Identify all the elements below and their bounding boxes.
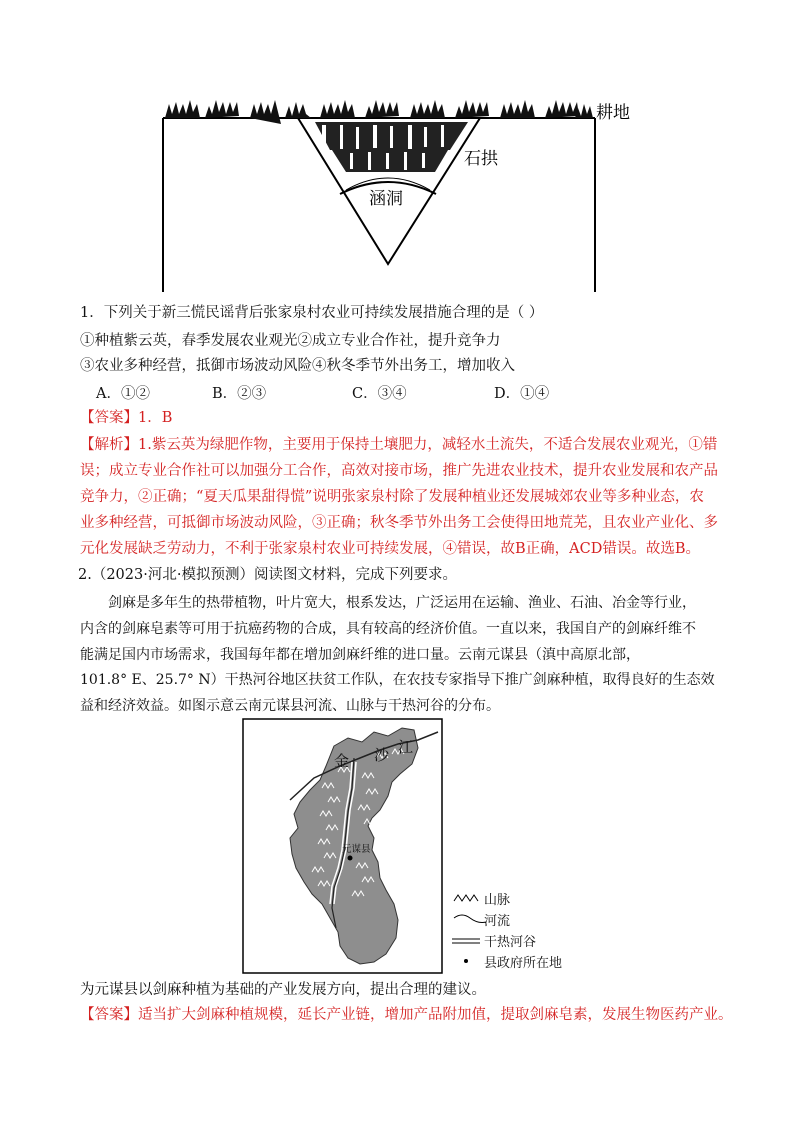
map-legend bbox=[452, 893, 562, 971]
legend-river-symbol bbox=[454, 915, 486, 923]
legend-seat-symbol bbox=[464, 959, 468, 963]
legend-mountain-label: 山脉 bbox=[484, 893, 511, 908]
answer-text: 适当扩大剑麻种植规模，延长产业链，增加产品附加值，提取剑麻皂素，发展生物医药产业。 bbox=[138, 1007, 733, 1023]
legend-mountain-symbol bbox=[454, 895, 478, 901]
q2-material-line1: 剑麻是多年生的热带植物，叶片宽大，根系发达，广泛运用在运输、渔业、石油、冶金等行业， bbox=[108, 595, 696, 611]
q1-stem: 1．下列关于新三慌民谣背后张家泉村农业可持续发展措施合理的是（ ） bbox=[80, 305, 544, 321]
analysis-text: 1.紫云英为绿肥作物，主要用于保持土壤肥力，减轻水土流失，不适合发展农业观光，①错 bbox=[138, 437, 718, 453]
option-letter: B． bbox=[212, 386, 238, 402]
q2-material-line3: 能满足国内市场需求，我国每年都在增加剑麻纤维的进口量。云南元谋县（滇中高原北部， bbox=[80, 647, 640, 663]
q2-prompt: 为元谋县以剑麻种植为基础的产业发展方向，提出合理的建议。 bbox=[80, 982, 486, 998]
option-value: ①② bbox=[120, 386, 150, 402]
q1-analysis-line2: 误；成立专业合作社可以加强分工合作，高效对接市场，推广先进农业技术，提升农业发展和农产品 bbox=[80, 463, 718, 479]
q2-material-line2: 内含的剑麻皂素等可用于抗癌药物的合成，具有较高的经济价值。一直以来，我国自产的剑麻纤维不 bbox=[80, 621, 696, 637]
q1-option-d[interactable] bbox=[494, 382, 549, 403]
label-culvert: 涵洞 bbox=[369, 189, 403, 209]
q2-material-line4: 101.8° E、25.7° N）干热河谷地区扶贫工作队，在农技专家指导下推广剑麻种植，取得良好的生态效 bbox=[80, 672, 715, 688]
answer-text: 1．B bbox=[138, 410, 173, 426]
county-seat-dot bbox=[348, 856, 353, 861]
q1-analysis-line3: 竞争力，②正确；“夏天瓜果甜得慌”说明张家泉村除了发展种植业还发展城郊农业等多种业态，农 bbox=[80, 489, 704, 505]
legend-river-label: 河流 bbox=[484, 914, 511, 929]
option-letter: C． bbox=[352, 386, 378, 402]
label-stone-arch: 石拱 bbox=[464, 149, 498, 169]
q2-header: 2.（2023·河北·模拟预测）阅读图文材料，完成下列要求。 bbox=[78, 567, 457, 583]
q1-items-line2: ③农业多种经营，抵御市场波动风险④秋冬季节外出务工，增加收入 bbox=[80, 358, 515, 374]
option-letter: D． bbox=[494, 386, 521, 402]
q1-analysis-line4: 业多种经营，可抵御市场波动风险，③正确；秋冬季节外出务工会使得田地荒芜，且农业产业化、多 bbox=[80, 515, 718, 531]
option-letter: A． bbox=[96, 386, 121, 402]
q2-material-line5: 益和经济效益。如图示意云南元谋县河流、山脉与干热河谷的分布。 bbox=[80, 698, 500, 714]
analysis-tag: 【解析】 bbox=[80, 437, 138, 453]
option-value: ③④ bbox=[377, 386, 407, 402]
q1-analysis-line5: 元化发展缺乏劳动力，不利于张家泉村农业可持续发展，④错误，故B正确，ACD错误。故选B。 bbox=[80, 541, 700, 557]
option-value: ②③ bbox=[237, 386, 267, 402]
legend-valley-label: 干热河谷 bbox=[484, 935, 537, 950]
q1-analysis-line1 bbox=[80, 435, 717, 455]
culvert-diagram bbox=[150, 92, 650, 297]
label-jin: 金 bbox=[334, 752, 350, 770]
q1-option-a[interactable] bbox=[96, 382, 150, 403]
answer-tag: 【答案】 bbox=[80, 410, 138, 426]
q1-answer bbox=[80, 408, 172, 428]
q2-answer bbox=[80, 1005, 733, 1025]
label-farmland: 耕地 bbox=[596, 103, 630, 123]
culvert-diagram-svg bbox=[150, 92, 650, 297]
yuanmou-map-svg bbox=[242, 718, 572, 976]
answer-tag: 【答案】 bbox=[80, 1007, 138, 1023]
yuanmou-map bbox=[242, 718, 572, 976]
q1-option-c[interactable] bbox=[352, 382, 407, 403]
legend-seat-label: 县政府所在地 bbox=[484, 956, 563, 971]
label-jiang: 江 bbox=[398, 738, 414, 756]
label-county: 元谋县 bbox=[342, 844, 371, 855]
option-value: ①④ bbox=[520, 386, 550, 402]
label-sha: 沙 bbox=[374, 746, 390, 764]
q1-option-b[interactable] bbox=[212, 382, 266, 403]
q1-items-line1: ①种植紫云英，春季发展农业观光②成立专业合作社，提升竞争力 bbox=[80, 333, 501, 349]
